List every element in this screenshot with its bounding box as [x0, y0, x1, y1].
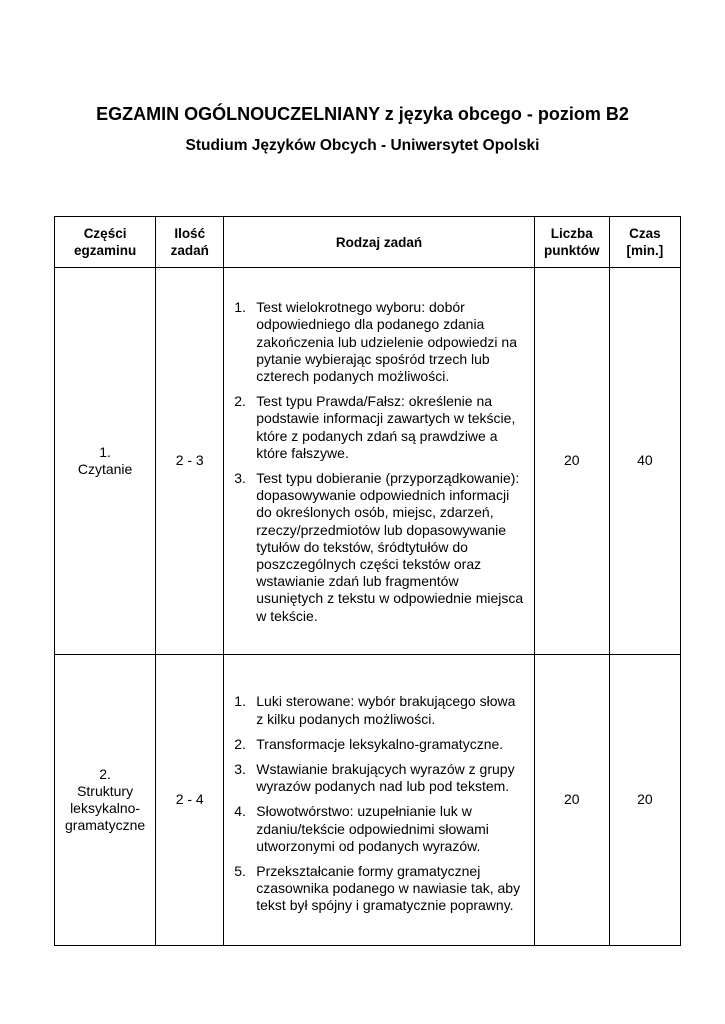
task-number: 3. — [234, 760, 246, 777]
task-list-item — [234, 470, 523, 625]
task-list-item — [234, 736, 523, 753]
task-description: Wstawianie brakujących wyrazów z grupy wyrazów podanych nad lub pod tekstem. — [256, 760, 515, 795]
exam-part-name-line: Struktury — [77, 782, 134, 799]
task-description: Słowotwórstwo: uzupełnianie luk w zdaniu/tekście odpowiednimi słowami utworzonymi od podanych wyrazów. — [256, 803, 489, 854]
task-list-item — [234, 299, 523, 385]
exam-part-cell — [55, 268, 156, 655]
task-list-item — [234, 803, 523, 855]
points-cell: 20 — [534, 655, 609, 946]
exam-part-number: 2. — [99, 765, 111, 782]
task-number: 1. — [234, 299, 246, 316]
task-number: 3. — [234, 470, 246, 486]
task-list-item — [234, 761, 523, 795]
column-header-points — [534, 217, 609, 268]
column-header-line: [min.] — [626, 243, 664, 258]
task-description: Test wielokrotnego wyboru: dobór odpowiedniego dla podanego zdania zakończenia lub udzielenie odpowiedzi na pytanie wybierając spośród trzech lub czterech podanych możliwości. — [256, 299, 517, 384]
exam-part-name: Czytanie — [77, 461, 133, 477]
points-cell: 20 — [534, 268, 609, 655]
task-list — [224, 685, 533, 914]
task-type-cell — [224, 655, 534, 946]
task-count-cell: 2 - 4 — [156, 655, 224, 946]
exam-part-number: 1. — [99, 443, 111, 460]
time-cell: 40 — [609, 268, 680, 655]
task-description: Transformacje leksykalno-gramatyczne. — [256, 735, 504, 752]
column-header-task-count — [156, 217, 224, 268]
task-description: Test typu dobieranie (przyporządkowanie): dopasowywanie odpowiednich informacji do określonych osób, miejsc, zdarzeń, rzeczy/przedmiotów lub dopasowywanie tytułów do tekstów, śródtytułów do poszczególnych części tekstów oraz wstawianie zdań lub fragmentów usuniętych z tekstu w odpowiednie miejsca w tekście. — [256, 470, 524, 624]
task-number: 1. — [234, 693, 246, 710]
column-header-line: Rodzaj zadań — [335, 234, 423, 250]
table-row-lexical-grammatical-structures — [55, 655, 681, 946]
task-type-cell — [224, 268, 534, 655]
task-list-item — [234, 393, 523, 462]
exam-part-cell — [55, 655, 156, 946]
task-number: 5. — [234, 863, 246, 879]
task-count-cell: 2 - 3 — [156, 268, 224, 655]
column-header-line: Części — [83, 226, 127, 241]
task-number: 4. — [234, 803, 246, 820]
table-header-row — [55, 217, 681, 268]
exam-structure-table — [54, 216, 681, 946]
task-list-item — [234, 693, 523, 727]
time-cell: 20 — [609, 655, 680, 946]
column-header-line: Liczba — [550, 226, 593, 241]
column-header-line: egzaminu — [73, 243, 137, 258]
task-number: 2. — [234, 735, 246, 752]
task-description: Test typu Prawda/Fałsz: określenie na podstawie informacji zawartych w tekście, które z podanych zdań są prawdziwe a które fałszywe. — [256, 393, 516, 461]
document-subtitle: Studium Języków Obcych - Uniwersytet Opolski — [185, 137, 540, 154]
column-header-line: Ilość — [174, 226, 206, 241]
task-description: Luki sterowane: wybór brakującego słowa z kilku podanych możliwości. — [256, 693, 516, 727]
column-header-task-type — [224, 217, 534, 268]
exam-part-name-line: leksykalno- — [70, 800, 141, 816]
column-header-exam-parts — [55, 217, 156, 268]
task-description: Przekształcanie formy gramatycznej czasownika podanego w nawiasie tak, aby tekst był spójny i gramatycznie poprawny. — [256, 863, 521, 914]
exam-part-name-line: gramatyczne — [65, 817, 146, 834]
column-header-line: punktów — [544, 243, 600, 258]
document-title: EGZAMIN OGÓLNOUCZELNIANY z języka obcego - poziom B2 — [96, 104, 629, 124]
column-header-time — [609, 217, 680, 268]
task-number: 2. — [234, 393, 246, 410]
task-list-item — [234, 863, 523, 915]
task-list — [224, 297, 533, 625]
column-header-line: Czas — [629, 226, 661, 241]
table-row-reading — [55, 268, 681, 655]
column-header-line: zadań — [170, 243, 209, 258]
